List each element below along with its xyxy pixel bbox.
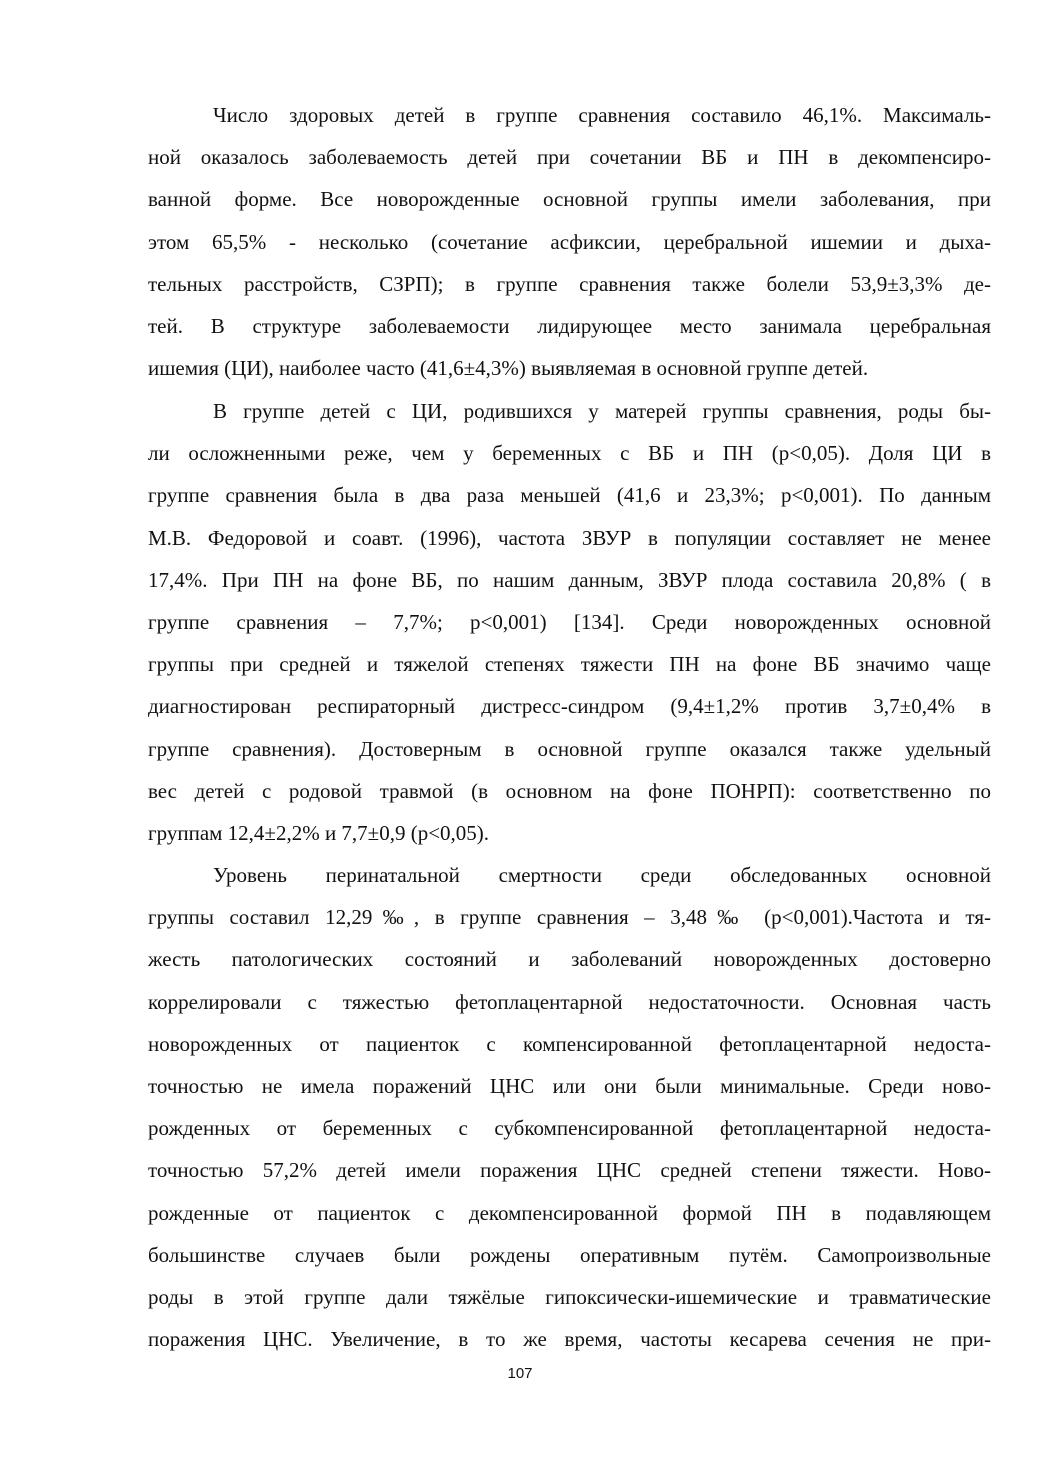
text-line: группам 12,4±2,2% и 7,7±0,9 (p<0,05). [148, 821, 490, 846]
text-line: группе сравнения – 7,7%; p<0,001) [134]. Среди новорожденных основной [148, 610, 991, 635]
text-line: группы при средней и тяжелой степенях тяжести ПН на фоне ВБ значимо чаще [148, 652, 991, 677]
text-line: точностью 57,2% детей имели поражения ЦНС средней степени тяжести. Ново- [148, 1158, 991, 1183]
text-line: новорожденных от пациенток с компенсированной фетоплацентарной недоста- [148, 1031, 991, 1056]
text-line: рожденные от пациенток с декомпенсированной формой ПН в подавляющем [148, 1200, 991, 1225]
text-line: Уровень перинатальной смертности среди обследованных основной [213, 863, 991, 887]
text-line: ишемия (ЦИ), наиболее часто (41,6±4,3%) выявляемая в основной группе детей. [148, 356, 869, 381]
text-line: точностью не имела поражений ЦНС или они были минимальные. Среди ново- [148, 1074, 991, 1099]
text-line: роды в этой группе дали тяжёлые гипоксически-ишемические и травматические [148, 1285, 991, 1310]
text-line: этом 65,5% - несколько (сочетание асфиксии, церебральной ишемии и дыха- [148, 229, 991, 254]
text-line: М.В. Федоровой и соавт. (1996), частота ЗВУР в популяции составляет не менее [148, 525, 991, 550]
text-line: тей. В структуре заболеваемости лидирующее место занимала церебральная [148, 314, 991, 339]
text-line: тельных расстройств, СЗРП); в группе сравнения также болели 53,9±3,3% де- [148, 271, 991, 296]
text-line: ной оказалось заболеваемость детей при сочетании ВБ и ПН в декомпенсиро- [148, 145, 991, 170]
text-line: ли осложненными реже, чем у беременных с ВБ и ПН (p<0,05). Доля ЦИ в [148, 441, 991, 466]
text-line: поражения ЦНС. Увеличение, в то же время, частоты кесарева сечения не при- [148, 1327, 991, 1352]
text-line: большинстве случаев были рождены оперативным путём. Самопроизвольные [148, 1242, 991, 1267]
paragraph-1 [148, 94, 991, 389]
text-line: рожденных от беременных с субкомпенсированной фетоплацентарной недоста- [148, 1116, 991, 1141]
text-line: жесть патологических состояний и заболеваний новорожденных достоверно [148, 947, 991, 972]
text-line: Число здоровых детей в группе сравнения составило 46,1%. Максималь- [213, 103, 991, 127]
paragraph-3 [148, 854, 991, 1360]
text-line: 17,4%. При ПН на фоне ВБ, по нашим данным, ЗВУР плода составила 20,8% ( в [148, 567, 991, 592]
text-line: вес детей с родовой травмой (в основном на фоне ПОНРП): соответственно по [148, 778, 991, 803]
text-line: ванной форме. Все новорожденные основной группы имели заболевания, при [148, 187, 991, 212]
paragraph-2 [148, 390, 991, 854]
page-number: 107 [507, 1365, 533, 1382]
text-line: коррелировали с тяжестью фетоплацентарной недостаточности. Основная часть [148, 989, 991, 1014]
text-line: диагностирован респираторный дистресс-синдром (9,4±1,2% против 3,7±0,4% в [148, 694, 991, 719]
text-line: В группе детей с ЦИ, родившихся у матерей группы сравнения, роды бы- [213, 399, 991, 423]
text-line: группе сравнения). Достоверным в основной группе оказался также удельный [148, 736, 991, 761]
text-line: группе сравнения была в два раза меньшей (41,6 и 23,3%; p<0,001). По данным [148, 483, 991, 508]
text-line: группы составил 12,29‰, в группе сравнения – 3,48‰ (p<0,001).Частота и тя- [148, 905, 991, 930]
